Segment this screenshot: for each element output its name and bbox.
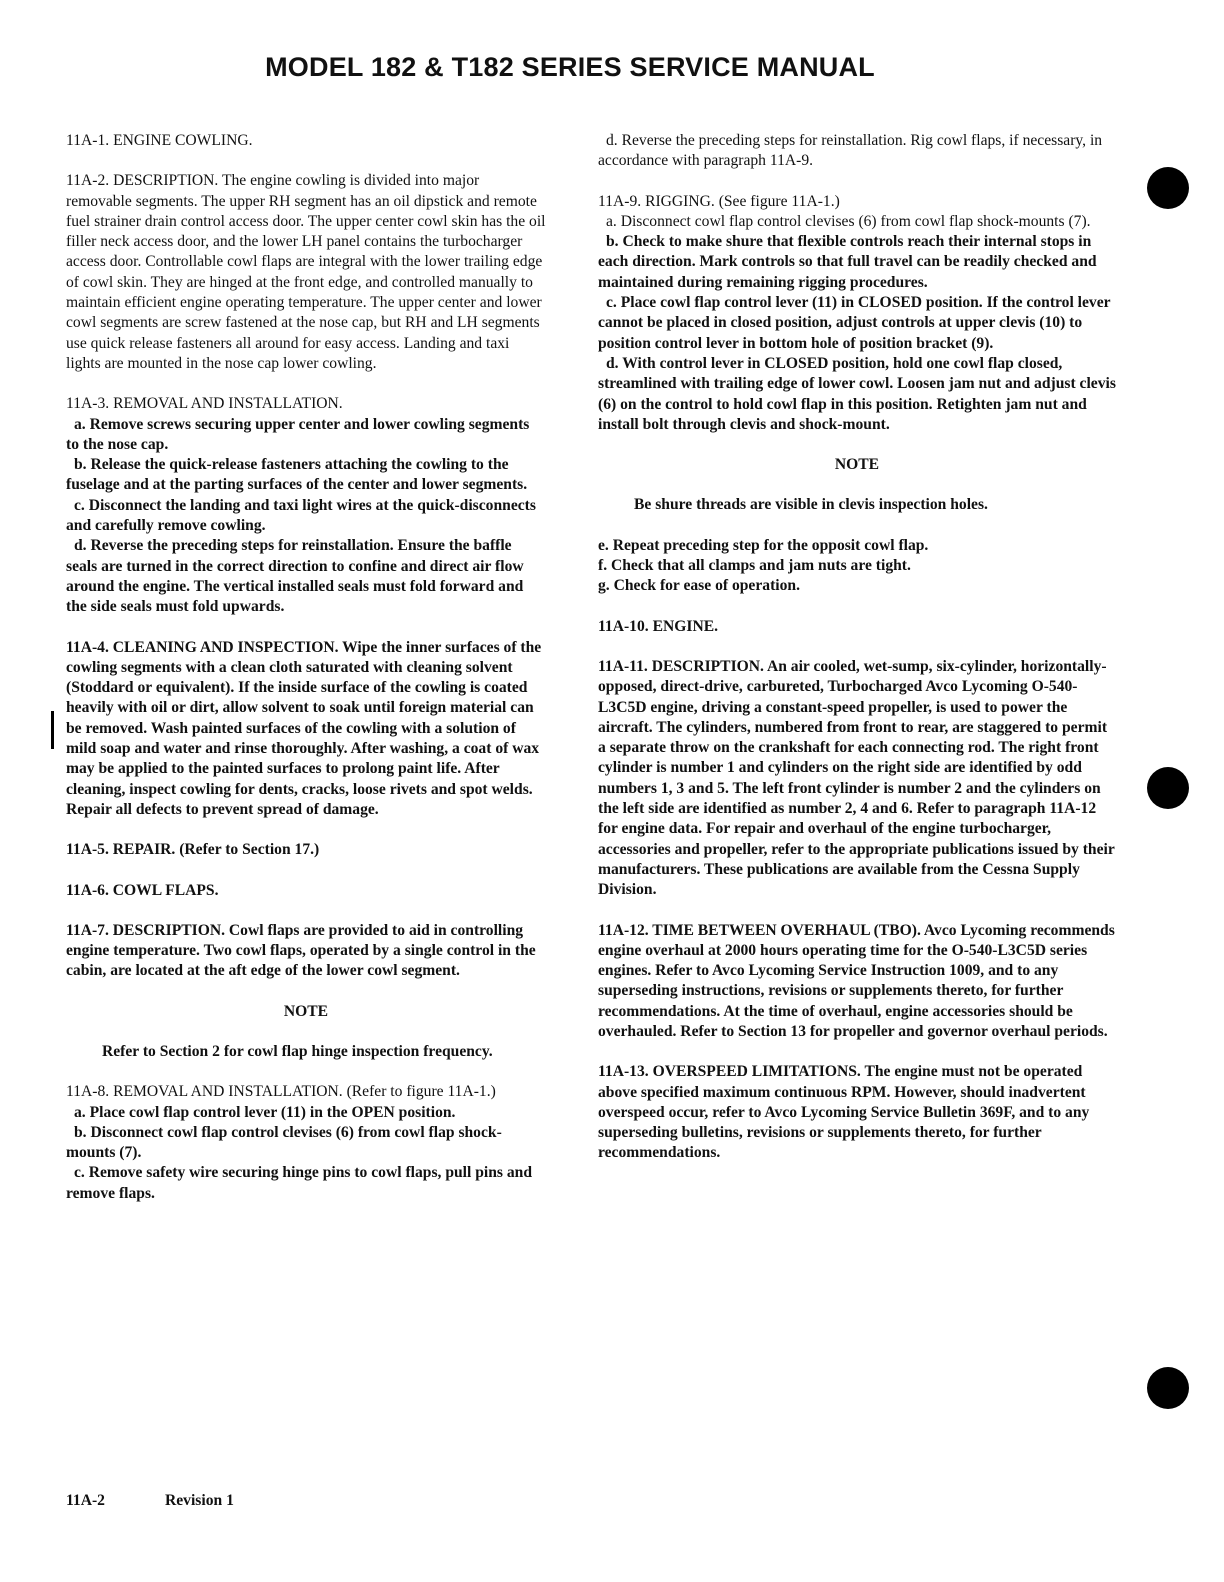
binder-hole-top bbox=[1147, 167, 1189, 209]
note-text: Refer to Section 2 for cowl flap hinge inspection frequency. bbox=[102, 1042, 493, 1060]
step-d: d. Reverse the preceding steps for reinstallation. Rig cowl flaps, if necessary, in accordance with paragraph 11A-9. bbox=[598, 132, 1103, 170]
revision-change-bar bbox=[51, 711, 54, 749]
note-heading: NOTE bbox=[283, 1002, 329, 1020]
step-c: c. Remove safety wire securing hinge pins to cowl flaps, pull pins and remove flaps. bbox=[66, 1164, 533, 1202]
step-a: a. Place cowl flap control lever (11) in the OPEN position. bbox=[74, 1103, 456, 1121]
step-d: d. Reverse the preceding steps for reinstallation. Ensure the baffle seals are turned in the correct direction to confine and direct air flow around the engine. The vertical installed seals must fold forward and the side seals must fold upwards. bbox=[66, 537, 524, 616]
step-b: b. Check to make shure that flexible controls reach their internal stops in each direction. Mark controls so that full travel can be readily checked and maintained during remaining rigging procedures. bbox=[598, 233, 1097, 291]
paragraph-overspeed-limitations: 11A-13. OVERSPEED LIMITATIONS. The engine must not be operated above specified maximum continuous RPM. However, should inadvertent overspeed occur, refer to Avco Lycoming Service Bulletin 369F, and to any superseding bulletins, revisions or supplements thereto, for further recommendations. bbox=[598, 1063, 1090, 1162]
section-heading-cowl-flaps: 11A-6. COWL FLAPS. bbox=[66, 881, 219, 899]
paragraph-engine-description: 11A-11. DESCRIPTION. An air cooled, wet-sump, six-cylinder, horizontally-opposed, direct-drive, carbureted, Turbocharged Avco Lycoming O-540-L3C5D engine, driving a constant-speed propeller, is used to power the aircraft. The cylinders, numbered from front to rear, are staggered to permit a separate throw on the crankshaft for each connecting rod. The right front cylinder is number 1 and cylinders on the right side are identified by odd numbers 1, 3 and 5. The left front cylinder is number 2 and the cylinders on the left side are identified as number 2, 4 and 6. Refer to paragraph 11A-12 for engine data. For repair and overhaul of the engine turbocharger, accessories and propeller, refer to the appropriate publications issued by their manufacturers. These publications are available from the Cessna Supply Division. bbox=[598, 657, 1115, 899]
page-title: MODEL 182 & T182 SERIES SERVICE MANUAL bbox=[265, 52, 875, 82]
section-heading-engine-cowling: 11A-1. ENGINE COWLING. bbox=[66, 132, 253, 149]
paragraph-cleaning-inspection: 11A-4. CLEANING AND INSPECTION. Wipe the inner surfaces of the cowling segments with a clean cloth saturated with cleaning solvent (Stoddard or equivalent). If the inside surface of the cowling is coated heavily with oil or dirt, allow solvent to soak until foreign material can be removed. Wash painted surfaces of the cowling with a solution of mild soap and water and rinse thoroughly. After washing, a coat of wax may be applied to the painted surfaces to prolong paint life. After cleaning, inspect cowling for dents, cracks, loose rivets and spot welds. Repair all defects to prevent spread of damage. bbox=[66, 638, 542, 818]
right-column bbox=[598, 131, 1116, 1184]
section-heading-cowl-flap-removal: 11A-8. REMOVAL AND INSTALLATION. (Refer to figure 11A-1.) bbox=[66, 1083, 496, 1101]
binder-hole-bottom bbox=[1147, 1367, 1189, 1409]
paragraph-cowling-description: 11A-2. DESCRIPTION. The engine cowling is divided into major removable segments. The upper RH segment has an oil dipstick and remote fuel strainer drain control access door. The upper center cowl skin has the oil filler neck access door, and the lower LH panel contains the turbocharger access door. Controllable cowl flaps are integral with the lower trailing edge of cowl skin. They are hinged at the front edge, and controlled manually to maintain efficient engine operating temperature. The upper center and lower cowl segments are screw fastened at the nose cap, but RH and LH segments use quick release fasteners all around for easy access. Landing and taxi lights are mounted in the nose cap lower cowling. bbox=[66, 172, 546, 372]
step-a: a. Remove screws securing upper center and lower cowling segments to the nose cap. bbox=[66, 415, 530, 453]
page-footer bbox=[66, 1492, 234, 1510]
step-b: b. Release the quick-release fasteners attaching the cowling to the fuselage and at the parting surfaces of the center and lower segments. bbox=[66, 456, 528, 494]
section-heading-engine: 11A-10. ENGINE. bbox=[598, 617, 718, 635]
paragraph-tbo: 11A-12. TIME BETWEEN OVERHAUL (TBO). Avco Lycoming recommends engine overhaul at 2000 hours operating time for the O-540-L3C5D series engines. Refer to Avco Lycoming Service Instruction 1009, and to any superseding instructions, revisions or supplements thereto, for further recommendations. At the time of overhaul, engine accessories should be overhauled. Refer to Section 13 for propeller and governor overhaul periods. bbox=[598, 921, 1115, 1040]
step-f: f. Check that all clamps and jam nuts are tight. bbox=[598, 557, 911, 575]
left-column bbox=[66, 131, 546, 1204]
step-d: d. With control lever in CLOSED position, hold one cowl flap closed, streamlined with trailing edge of lower cowl. Loosen jam nut and adjust clevis (6) on the control to hold cowl flap in this position. Retighten jam nut and install bolt through clevis and shock-mount. bbox=[598, 354, 1116, 433]
section-heading-removal-installation: 11A-3. REMOVAL AND INSTALLATION. bbox=[66, 395, 343, 413]
page-number: 11A-2 bbox=[66, 1492, 105, 1509]
paragraph-cowl-flaps-description: 11A-7. DESCRIPTION. Cowl flaps are provided to aid in controlling engine temperature. Two cowl flaps, operated by a single control in the cabin, are located at the aft edge of the lower cowl segment. bbox=[66, 921, 536, 980]
note-heading: NOTE bbox=[834, 456, 880, 474]
binder-hole-middle bbox=[1147, 767, 1189, 809]
section-heading-rigging: 11A-9. RIGGING. (See figure 11A-1.) bbox=[598, 192, 840, 210]
note-text: Be shure threads are visible in clevis inspection holes. bbox=[634, 496, 988, 514]
revision-label: Revision 1 bbox=[164, 1492, 234, 1509]
step-g: g. Check for ease of operation. bbox=[598, 577, 800, 595]
step-c: c. Disconnect the landing and taxi light wires at the quick-disconnects and carefully remove cowling. bbox=[66, 496, 536, 535]
step-a: a. Disconnect cowl flap control clevises (6) from cowl flap shock-mounts (7). bbox=[606, 212, 1091, 230]
step-e: e. Repeat preceding step for the opposit cowl flap. bbox=[598, 536, 929, 554]
step-c: c. Place cowl flap control lever (11) in CLOSED position. If the control lever cannot be placed in closed position, adjust controls at upper clevis (10) to position control lever in bottom hole of position bracket (9). bbox=[598, 294, 1111, 352]
step-b: b. Disconnect cowl flap control clevises (6) from cowl flap shock-mounts (7). bbox=[66, 1123, 502, 1162]
section-heading-repair: 11A-5. REPAIR. (Refer to Section 17.) bbox=[66, 841, 320, 859]
